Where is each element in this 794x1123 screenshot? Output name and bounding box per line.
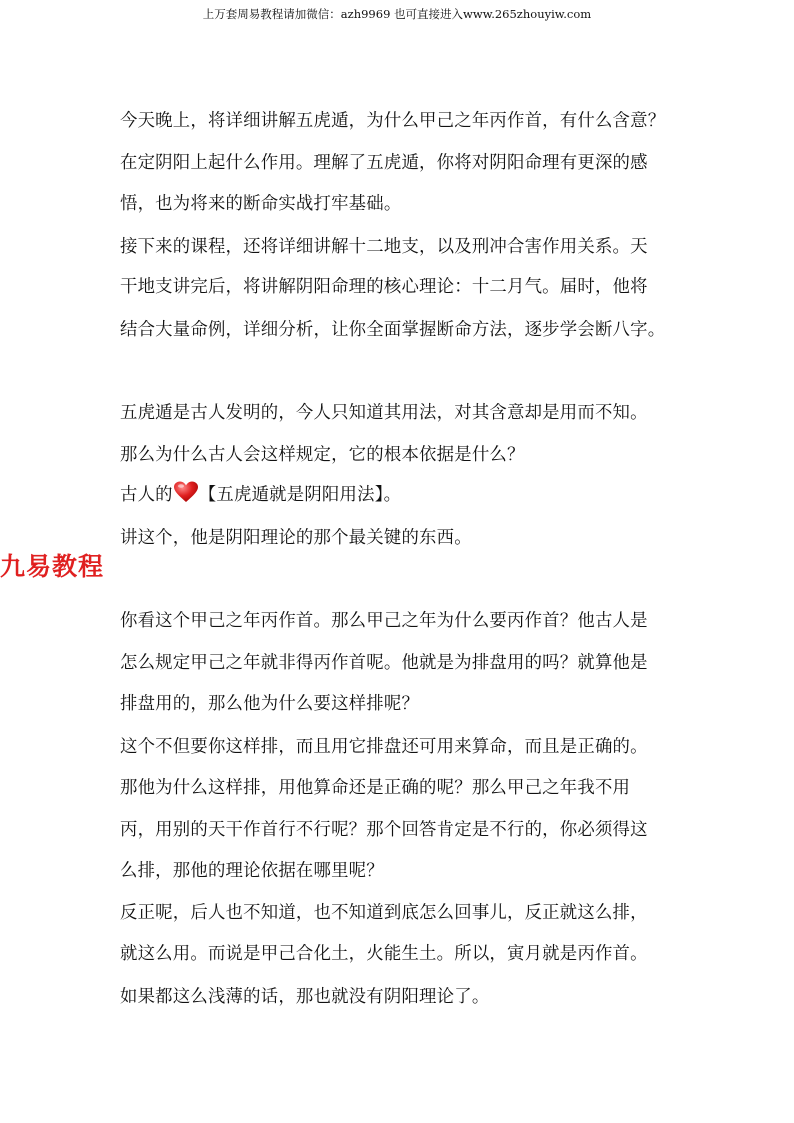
text-line: 讲这个，他是阴阳理论的那个最关键的东西。 (120, 528, 472, 548)
text-line: 那么为什么古人会这样规定，它的根本依据是什么？ (120, 445, 525, 465)
text-line: 今天晚上，将详细讲解五虎遁，为什么甲己之年丙作首，有什么含意？ (120, 111, 666, 131)
page-header: 上万套周易教程请加微信：azh9969 也可直接进入www.265zhouyiw.com (202, 7, 592, 21)
text-line: 五虎遁是古人发明的，今人只知道其用法，对其含意却是用而不知。 (120, 403, 648, 423)
text-line-with-icon (120, 480, 401, 505)
heart-icon (173, 481, 199, 503)
text-line: 么排，那他的理论依据在哪里呢？ (120, 861, 384, 881)
text-line: 就这么用。而说是甲己合化土，火能生土。所以，寅月就是丙作首。 (120, 944, 648, 964)
text-line: 如果都这么浅薄的话，那也就没有阴阳理论了。 (120, 987, 490, 1007)
text-line: 你看这个甲己之年丙作首。那么甲己之年为什么要丙作首？他古人是 (120, 611, 648, 631)
text-line: 这个不但要你这样排，而且用它排盘还可用来算命，而且是正确的。 (120, 737, 648, 757)
text-line: 排盘用的，那么他为什么要这样排呢？ (120, 694, 420, 714)
text-line: 在定阴阳上起什么作用。理解了五虎遁，你将对阴阳命理有更深的感 (120, 153, 648, 173)
text-line: 那他为什么这样排，用他算命还是正确的呢？那么甲己之年我不用 (120, 778, 631, 798)
text-line: 接下来的课程，还将详细讲解十二地支，以及刑冲合害作用关系。天 (120, 237, 648, 257)
text-line: 结合大量命例，详细分析，让你全面掌握断命方法，逐步学会断八字。 (120, 320, 666, 340)
text-segment: 古人的 (120, 485, 173, 505)
text-line: 丙，用别的天干作首行不行呢？那个回答肯定是不行的，你必须得这 (120, 820, 648, 840)
watermark-logo: 九易教程 (0, 552, 105, 581)
text-segment: 【五虎遁就是阴阳用法】。 (198, 485, 402, 505)
text-line: 反正呢，后人也不知道，也不知道到底怎么回事儿，反正就这么排， (120, 903, 648, 923)
text-line: 怎么规定甲己之年就非得丙作首呢。他就是为排盘用的吗？就算他是 (120, 653, 648, 673)
text-line: 悟，也为将来的断命实战打牢基础。 (120, 194, 402, 214)
text-line: 干地支讲完后，将讲解阴阳命理的核心理论：十二月气。届时，他将 (120, 277, 648, 297)
